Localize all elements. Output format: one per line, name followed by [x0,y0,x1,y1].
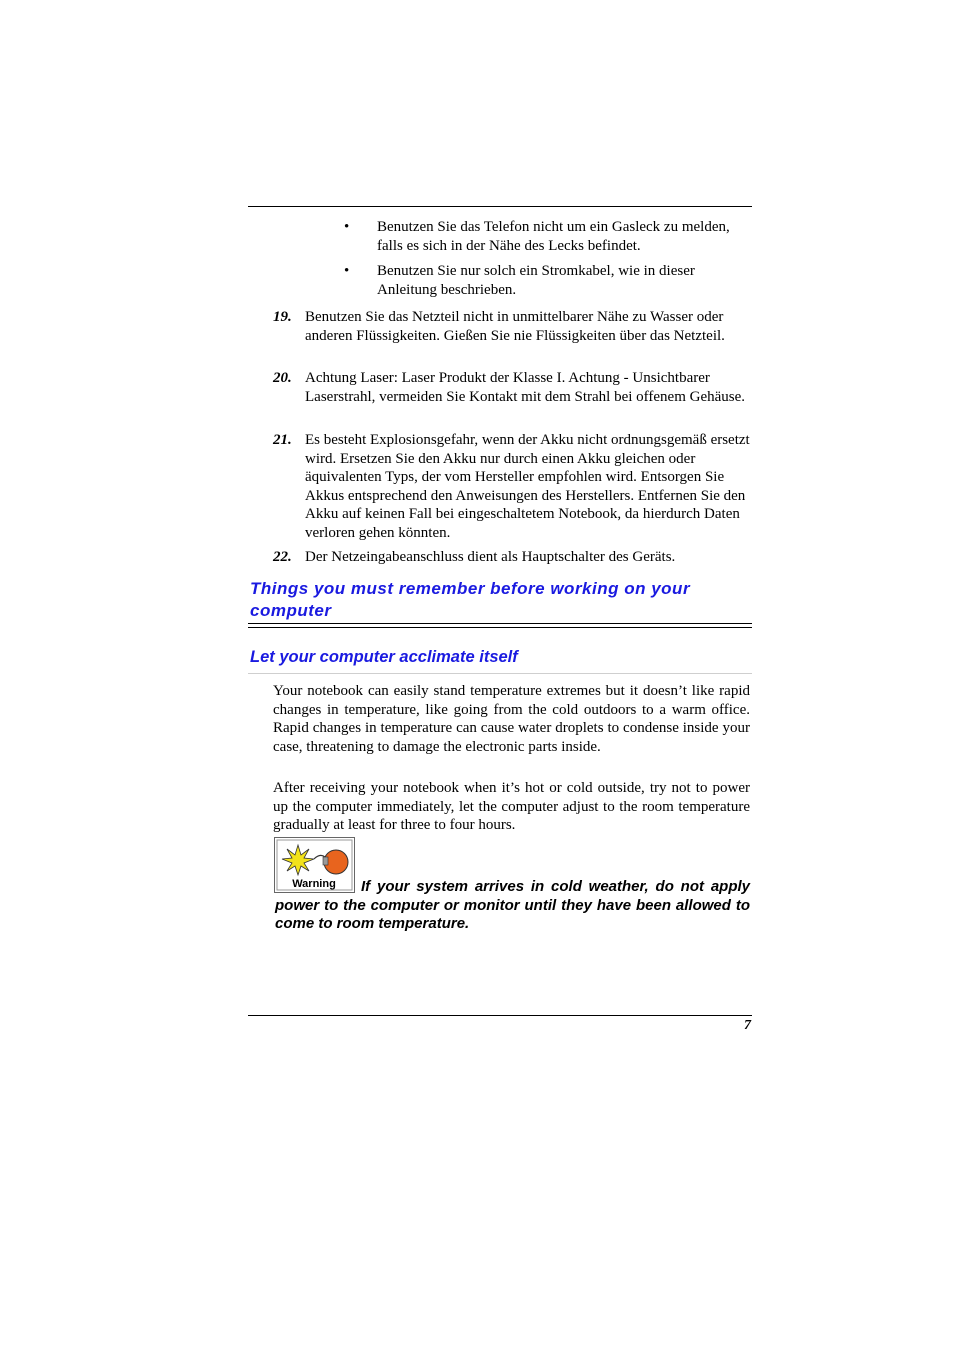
warning-label: Warning [292,878,336,890]
list-item-19 [273,308,763,345]
warning-text: If your system arrives in cold weather, do not apply power to the computer or monitor until they have been allowed to come to room temperature. [275,878,750,933]
list-item-21 [273,431,763,543]
item-number: 19. [273,309,292,325]
item-text: Benutzen Sie das Netzteil nicht in unmittelbarer Nähe zu Wasser oder anderen Flüssigkeiten. Gießen Sie nie Flüssigkeiten über das Netzteil. [305,309,725,344]
bullet-item [344,218,744,255]
paragraph: After receiving your notebook when it’s hot or cold outside, try not to power up the computer immediately, let the computer adjust to the room temperature gradually at least for three to four hours. [273,780,750,834]
list-item-20 [273,369,763,406]
bullet-dot: • [344,219,350,235]
bullet-dot: • [344,263,350,279]
item-text: Achtung Laser: Laser Produkt der Klasse I. Achtung - Unsichtbarer Laserstrahl, vermeiden Sie Kontakt mit dem Strahl bei offenem Gehäuse. [305,370,746,405]
top-rule [248,206,752,207]
item-text: Der Netzeingabeanschluss dient als Hauptschalter des Geräts. [305,549,676,565]
double-rule [248,623,752,628]
page-number: 7 [744,1018,751,1033]
item-text: Es besteht Explosionsgefahr, wenn der Akku nicht ordnungsgemäß ersetzt wird. Ersetzen Sie den Akku nur durch einen Akku gleichen oder äquivalenten Typs, der vom Hersteller empfohlen wird. Entsorgen Sie Akkus entsprechend den Anweisungen des Herstellers. Entfernen Sie den Akku auf keinen Fall bei eingeschaltetem Notebook, da hierdurch Daten verloren gehen könnten. [305,432,750,541]
bullet-item [344,262,744,299]
bullet-text: Benutzen Sie nur solch ein Stromkabel, wie in dieser Anleitung beschrieben. [377,263,695,298]
list-item-22 [273,548,763,567]
light-rule [248,673,752,674]
section-heading: Things you must remember before working on your computer [250,579,691,620]
bottom-rule [248,1015,752,1016]
item-number: 21. [273,432,292,448]
paragraph: Your notebook can easily stand temperature extremes but it doesn’t like rapid changes in temperature, like going from the cold outdoors to a warm office. Rapid changes in temperature can cause water droplets to condense inside your case, threatening to damage the electronic parts inside. [273,683,750,755]
item-number: 20. [273,370,292,386]
item-number: 22. [273,549,292,565]
subsection-heading: Let your computer acclimate itself [250,648,518,666]
bullet-text: Benutzen Sie das Telefon nicht um ein Gasleck zu melden, falls es sich in der Nähe des Lecks befindet. [377,219,730,254]
